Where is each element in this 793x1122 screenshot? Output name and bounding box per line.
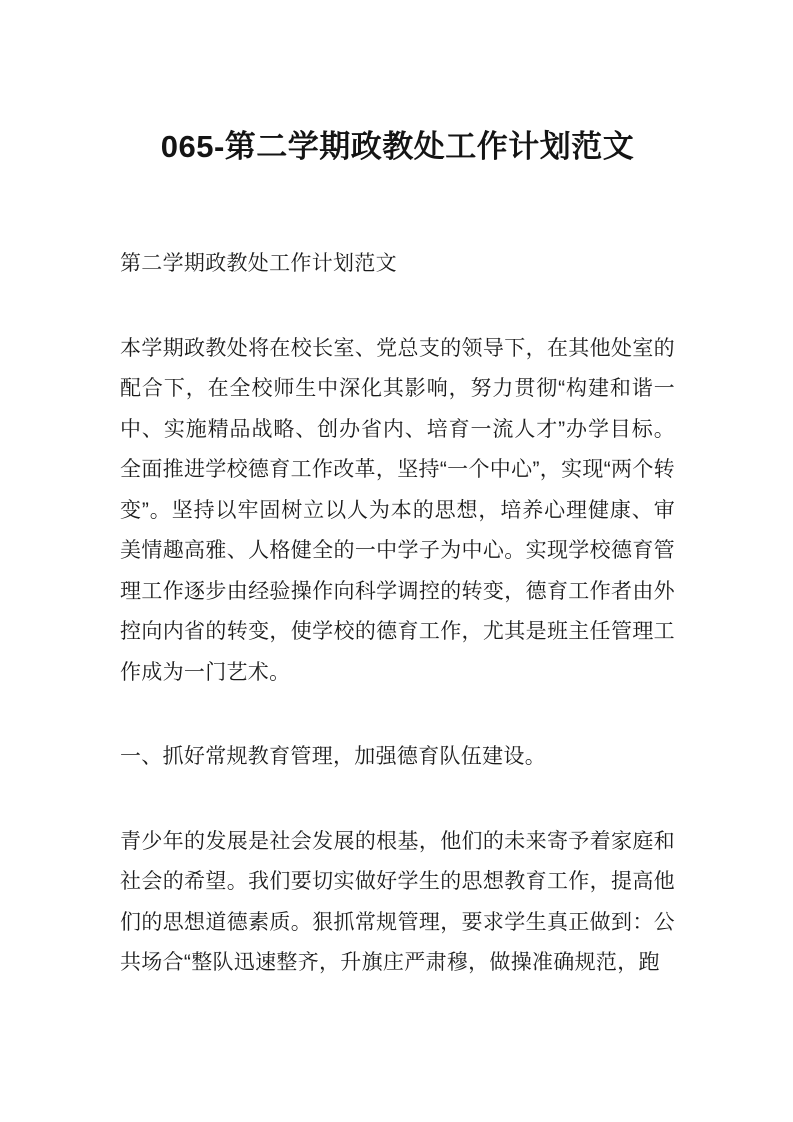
section-heading-1: 一、抓好常规教育管理，加强德育队伍建设。 bbox=[120, 745, 546, 768]
paragraph-subtitle: 第二学期政教处工作计划范文 bbox=[120, 252, 397, 275]
paragraph-body-2: 青少年的发展是社会发展的根基，他们的未来寄予着家庭和社会的希望。我们要切实做好学生的思想教育工作，提高他们的思想道德素质。狠抓常规管理，要求学生真正做到：公共场合“整队迅速整齐，升旗庄严肃穆，做操准确规范，跑 bbox=[120, 829, 675, 974]
document-title: 065-第二学期政教处工作计划范文 bbox=[160, 129, 635, 164]
paragraph-body-1: 本学期政教处将在校长室、党总支的领导下，在其他处室的配合下，在全校师生中深化其影响，努力贯彻“构建和谐一中、实施精品战略、创办省内、培育一流人才”办学目标。全面推进学校德育工作改革，坚持“一个中心”，实现“两个转变”。坚持以牢固树立以人为本的思想，培养心理健康、审美情趣高雅、人格健全的一中学子为中心。实现学校德育管理工作逐步由经验操作向科学调控的转变，德育工作者由外控向内省的转变，使学校的德育工作，尤其是班主任管理工作成为一门艺术。 bbox=[120, 336, 675, 684]
